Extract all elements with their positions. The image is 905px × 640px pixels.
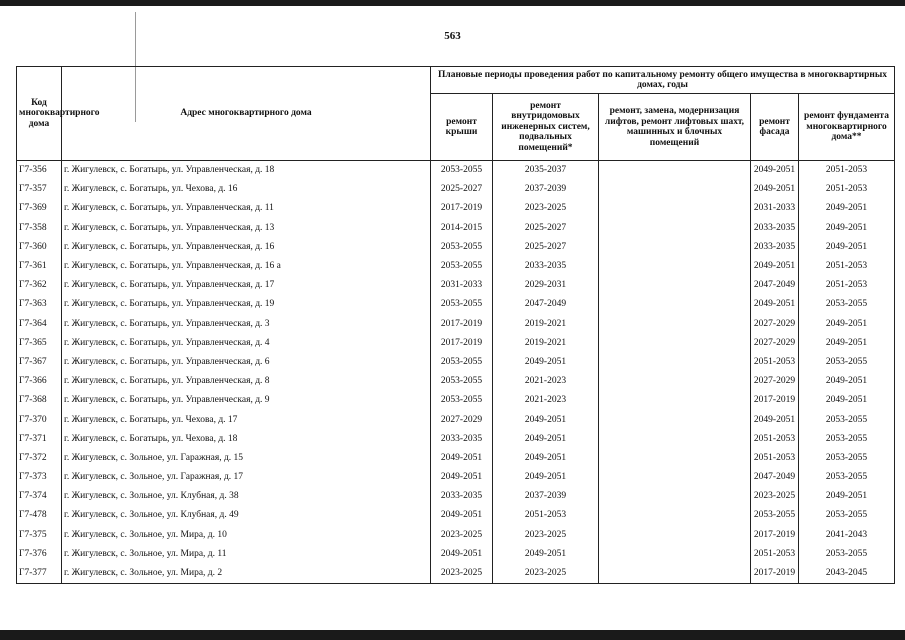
cell-facade: 2053-2055 bbox=[751, 506, 799, 525]
cell-engineering: 2019-2021 bbox=[493, 315, 599, 334]
cell-elevators bbox=[599, 506, 751, 525]
cell-roof: 2053-2055 bbox=[431, 295, 493, 314]
cell-facade: 2033-2035 bbox=[751, 238, 799, 257]
cell-foundation: 2053-2055 bbox=[799, 506, 895, 525]
cell-facade: 2027-2029 bbox=[751, 372, 799, 391]
cell-elevators bbox=[599, 353, 751, 372]
cell-elevators bbox=[599, 161, 751, 181]
cell-address: г. Жигулевск, с. Богатырь, ул. Управленческая, д. 4 bbox=[62, 334, 431, 353]
cell-facade: 2031-2033 bbox=[751, 199, 799, 218]
table-row bbox=[17, 315, 895, 334]
cell-code: Г7-376 bbox=[17, 545, 62, 564]
header-code: Код многоквартирного дома bbox=[17, 67, 62, 161]
table-row bbox=[17, 468, 895, 487]
table-row bbox=[17, 410, 895, 429]
cell-foundation: 2049-2051 bbox=[799, 487, 895, 506]
cell-engineering: 2023-2025 bbox=[493, 564, 599, 584]
cell-foundation: 2051-2053 bbox=[799, 180, 895, 199]
cell-foundation: 2043-2045 bbox=[799, 564, 895, 584]
cell-elevators bbox=[599, 564, 751, 584]
cell-roof: 2049-2051 bbox=[431, 449, 493, 468]
cell-address: г. Жигулевск, с. Богатырь, ул. Управленческая, д. 3 bbox=[62, 315, 431, 334]
table-row bbox=[17, 199, 895, 218]
cell-facade: 2017-2019 bbox=[751, 391, 799, 410]
cell-address: г. Жигулевск, с. Богатырь, ул. Управленческая, д. 18 bbox=[62, 161, 431, 181]
cell-foundation: 2053-2055 bbox=[799, 449, 895, 468]
header-address: Адрес многоквартирного дома bbox=[62, 67, 431, 161]
cell-engineering: 2025-2027 bbox=[493, 219, 599, 238]
cell-engineering: 2021-2023 bbox=[493, 391, 599, 410]
cell-engineering: 2037-2039 bbox=[493, 487, 599, 506]
cell-elevators bbox=[599, 257, 751, 276]
header-roof: ремонт крыши bbox=[431, 94, 493, 161]
cell-foundation: 2053-2055 bbox=[799, 545, 895, 564]
cell-code: Г7-361 bbox=[17, 257, 62, 276]
cell-address: г. Жигулевск, с. Богатырь, ул. Управленческая, д. 8 bbox=[62, 372, 431, 391]
cell-elevators bbox=[599, 391, 751, 410]
cell-roof: 2031-2033 bbox=[431, 276, 493, 295]
cell-roof: 2053-2055 bbox=[431, 238, 493, 257]
cell-address: г. Жигулевск, с. Зольное, ул. Гаражная, д. 15 bbox=[62, 449, 431, 468]
table-row bbox=[17, 372, 895, 391]
cell-foundation: 2049-2051 bbox=[799, 219, 895, 238]
cell-engineering: 2037-2039 bbox=[493, 180, 599, 199]
cell-engineering: 2049-2051 bbox=[493, 545, 599, 564]
cell-elevators bbox=[599, 430, 751, 449]
cell-facade: 2049-2051 bbox=[751, 161, 799, 181]
cell-foundation: 2053-2055 bbox=[799, 353, 895, 372]
cell-facade: 2049-2051 bbox=[751, 410, 799, 429]
cell-elevators bbox=[599, 449, 751, 468]
table-row bbox=[17, 238, 895, 257]
cell-foundation: 2049-2051 bbox=[799, 199, 895, 218]
cell-elevators bbox=[599, 334, 751, 353]
cell-roof: 2027-2029 bbox=[431, 410, 493, 429]
cell-engineering: 2035-2037 bbox=[493, 161, 599, 181]
cell-address: г. Жигулевск, с. Зольное, ул. Мира, д. 10 bbox=[62, 526, 431, 545]
cell-facade: 2027-2029 bbox=[751, 315, 799, 334]
cell-roof: 2014-2015 bbox=[431, 219, 493, 238]
cell-facade: 2027-2029 bbox=[751, 334, 799, 353]
cell-code: Г7-363 bbox=[17, 295, 62, 314]
cell-code: Г7-365 bbox=[17, 334, 62, 353]
cell-code: Г7-368 bbox=[17, 391, 62, 410]
cell-foundation: 2053-2055 bbox=[799, 295, 895, 314]
cell-elevators bbox=[599, 487, 751, 506]
cell-address: г. Жигулевск, с. Богатырь, ул. Чехова, д. 17 bbox=[62, 410, 431, 429]
cell-elevators bbox=[599, 468, 751, 487]
table-row bbox=[17, 161, 895, 181]
cell-elevators bbox=[599, 526, 751, 545]
cell-facade: 2051-2053 bbox=[751, 353, 799, 372]
table-row bbox=[17, 545, 895, 564]
header-elevators: ремонт, замена, модернизация лифтов, ремонт лифтовых шахт, машинных и блочных помещений bbox=[599, 94, 751, 161]
cell-roof: 2053-2055 bbox=[431, 161, 493, 181]
cell-facade: 2017-2019 bbox=[751, 564, 799, 584]
header-facade: ремонт фасада bbox=[751, 94, 799, 161]
cell-roof: 2053-2055 bbox=[431, 353, 493, 372]
header-engineering: ремонт внутридомовых инженерных систем, подвальных помещений* bbox=[493, 94, 599, 161]
cell-engineering: 2049-2051 bbox=[493, 410, 599, 429]
cell-address: г. Жигулевск, с. Богатырь, ул. Чехова, д. 16 bbox=[62, 180, 431, 199]
capital-repair-table bbox=[16, 66, 895, 584]
cell-foundation: 2049-2051 bbox=[799, 238, 895, 257]
cell-roof: 2023-2025 bbox=[431, 564, 493, 584]
table-row bbox=[17, 430, 895, 449]
cell-address: г. Жигулевск, с. Зольное, ул. Гаражная, д. 17 bbox=[62, 468, 431, 487]
cell-engineering: 2019-2021 bbox=[493, 334, 599, 353]
cell-address: г. Жигулевск, с. Зольное, ул. Мира, д. 11 bbox=[62, 545, 431, 564]
cell-elevators bbox=[599, 545, 751, 564]
cell-foundation: 2049-2051 bbox=[799, 372, 895, 391]
table-row bbox=[17, 295, 895, 314]
cell-elevators bbox=[599, 372, 751, 391]
table-row bbox=[17, 449, 895, 468]
cell-code: Г7-370 bbox=[17, 410, 62, 429]
table-row bbox=[17, 219, 895, 238]
cell-engineering: 2049-2051 bbox=[493, 353, 599, 372]
cell-code: Г7-366 bbox=[17, 372, 62, 391]
table-body bbox=[17, 161, 895, 584]
table-row bbox=[17, 487, 895, 506]
cell-roof: 2017-2019 bbox=[431, 334, 493, 353]
cell-code: Г7-356 bbox=[17, 161, 62, 181]
cell-facade: 2051-2053 bbox=[751, 430, 799, 449]
cell-roof: 2049-2051 bbox=[431, 468, 493, 487]
table-row bbox=[17, 526, 895, 545]
cell-code: Г7-371 bbox=[17, 430, 62, 449]
cell-roof: 2049-2051 bbox=[431, 506, 493, 525]
cell-facade: 2051-2053 bbox=[751, 545, 799, 564]
cell-roof: 2023-2025 bbox=[431, 526, 493, 545]
cell-address: г. Жигулевск, с. Богатырь, ул. Управленческая, д. 17 bbox=[62, 276, 431, 295]
cell-facade: 2049-2051 bbox=[751, 257, 799, 276]
cell-facade: 2023-2025 bbox=[751, 487, 799, 506]
cell-engineering: 2049-2051 bbox=[493, 449, 599, 468]
cell-foundation: 2051-2053 bbox=[799, 161, 895, 181]
cell-engineering: 2023-2025 bbox=[493, 199, 599, 218]
cell-elevators bbox=[599, 295, 751, 314]
cell-facade: 2047-2049 bbox=[751, 468, 799, 487]
cell-roof: 2025-2027 bbox=[431, 180, 493, 199]
cell-facade: 2047-2049 bbox=[751, 276, 799, 295]
cell-code: Г7-372 bbox=[17, 449, 62, 468]
cell-address: г. Жигулевск, с. Зольное, ул. Мира, д. 2 bbox=[62, 564, 431, 584]
table-row bbox=[17, 353, 895, 372]
cell-engineering: 2049-2051 bbox=[493, 468, 599, 487]
cell-foundation: 2049-2051 bbox=[799, 315, 895, 334]
cell-facade: 2051-2053 bbox=[751, 449, 799, 468]
cell-code: Г7-377 bbox=[17, 564, 62, 584]
cell-elevators bbox=[599, 180, 751, 199]
cell-roof: 2053-2055 bbox=[431, 391, 493, 410]
cell-foundation: 2049-2051 bbox=[799, 391, 895, 410]
cell-elevators bbox=[599, 199, 751, 218]
cell-code: Г7-357 bbox=[17, 180, 62, 199]
cell-engineering: 2047-2049 bbox=[493, 295, 599, 314]
cell-code: Г7-364 bbox=[17, 315, 62, 334]
cell-address: г. Жигулевск, с. Зольное, ул. Клубная, д. 49 bbox=[62, 506, 431, 525]
cell-code: Г7-358 bbox=[17, 219, 62, 238]
cell-code: Г7-367 bbox=[17, 353, 62, 372]
header-foundation: ремонт фундамента многоквартирного дома** bbox=[799, 94, 895, 161]
cell-address: г. Жигулевск, с. Богатырь, ул. Управленческая, д. 9 bbox=[62, 391, 431, 410]
cell-code: Г7-362 bbox=[17, 276, 62, 295]
header-periods: Плановые периоды проведения работ по капитальному ремонту общего имущества в многоквартирных домах, годы bbox=[431, 67, 895, 94]
table-row bbox=[17, 391, 895, 410]
cell-code: Г7-369 bbox=[17, 199, 62, 218]
table-row bbox=[17, 180, 895, 199]
cell-code: Г7-478 bbox=[17, 506, 62, 525]
cell-elevators bbox=[599, 315, 751, 334]
cell-code: Г7-375 bbox=[17, 526, 62, 545]
cell-roof: 2017-2019 bbox=[431, 199, 493, 218]
cell-foundation: 2051-2053 bbox=[799, 257, 895, 276]
cell-foundation: 2053-2055 bbox=[799, 410, 895, 429]
page-number: 563 bbox=[444, 30, 461, 42]
cell-roof: 2033-2035 bbox=[431, 430, 493, 449]
cell-code: Г7-374 bbox=[17, 487, 62, 506]
cell-elevators bbox=[599, 276, 751, 295]
cell-foundation: 2049-2051 bbox=[799, 334, 895, 353]
cell-code: Г7-360 bbox=[17, 238, 62, 257]
cell-facade: 2033-2035 bbox=[751, 219, 799, 238]
table-header bbox=[17, 67, 895, 161]
cell-engineering: 2029-2031 bbox=[493, 276, 599, 295]
cell-foundation: 2051-2053 bbox=[799, 276, 895, 295]
cell-facade: 2049-2051 bbox=[751, 180, 799, 199]
cell-address: г. Жигулевск, с. Богатырь, ул. Управленческая, д. 11 bbox=[62, 199, 431, 218]
cell-engineering: 2049-2051 bbox=[493, 430, 599, 449]
cell-roof: 2053-2055 bbox=[431, 257, 493, 276]
cell-roof: 2049-2051 bbox=[431, 545, 493, 564]
table-row bbox=[17, 506, 895, 525]
cell-facade: 2017-2019 bbox=[751, 526, 799, 545]
cell-roof: 2017-2019 bbox=[431, 315, 493, 334]
table-row bbox=[17, 564, 895, 584]
cell-address: г. Жигулевск, с. Богатырь, ул. Управленческая, д. 13 bbox=[62, 219, 431, 238]
cell-foundation: 2053-2055 bbox=[799, 468, 895, 487]
cell-engineering: 2051-2053 bbox=[493, 506, 599, 525]
cell-address: г. Жигулевск, с. Зольное, ул. Клубная, д. 38 bbox=[62, 487, 431, 506]
table-row bbox=[17, 334, 895, 353]
cell-engineering: 2033-2035 bbox=[493, 257, 599, 276]
cell-roof: 2033-2035 bbox=[431, 487, 493, 506]
scan-bottom-border bbox=[0, 630, 905, 640]
cell-address: г. Жигулевск, с. Богатырь, ул. Чехова, д. 18 bbox=[62, 430, 431, 449]
cell-elevators bbox=[599, 219, 751, 238]
cell-code: Г7-373 bbox=[17, 468, 62, 487]
cell-engineering: 2023-2025 bbox=[493, 526, 599, 545]
cell-address: г. Жигулевск, с. Богатырь, ул. Управленческая, д. 6 bbox=[62, 353, 431, 372]
cell-address: г. Жигулевск, с. Богатырь, ул. Управленческая, д. 16 а bbox=[62, 257, 431, 276]
cell-engineering: 2025-2027 bbox=[493, 238, 599, 257]
cell-engineering: 2021-2023 bbox=[493, 372, 599, 391]
cell-elevators bbox=[599, 410, 751, 429]
cell-address: г. Жигулевск, с. Богатырь, ул. Управленческая, д. 19 bbox=[62, 295, 431, 314]
scan-top-border bbox=[0, 0, 905, 6]
cell-address: г. Жигулевск, с. Богатырь, ул. Управленческая, д. 16 bbox=[62, 238, 431, 257]
cell-foundation: 2041-2043 bbox=[799, 526, 895, 545]
cell-elevators bbox=[599, 238, 751, 257]
cell-roof: 2053-2055 bbox=[431, 372, 493, 391]
cell-facade: 2049-2051 bbox=[751, 295, 799, 314]
table-row bbox=[17, 276, 895, 295]
table-row bbox=[17, 257, 895, 276]
cell-foundation: 2053-2055 bbox=[799, 430, 895, 449]
